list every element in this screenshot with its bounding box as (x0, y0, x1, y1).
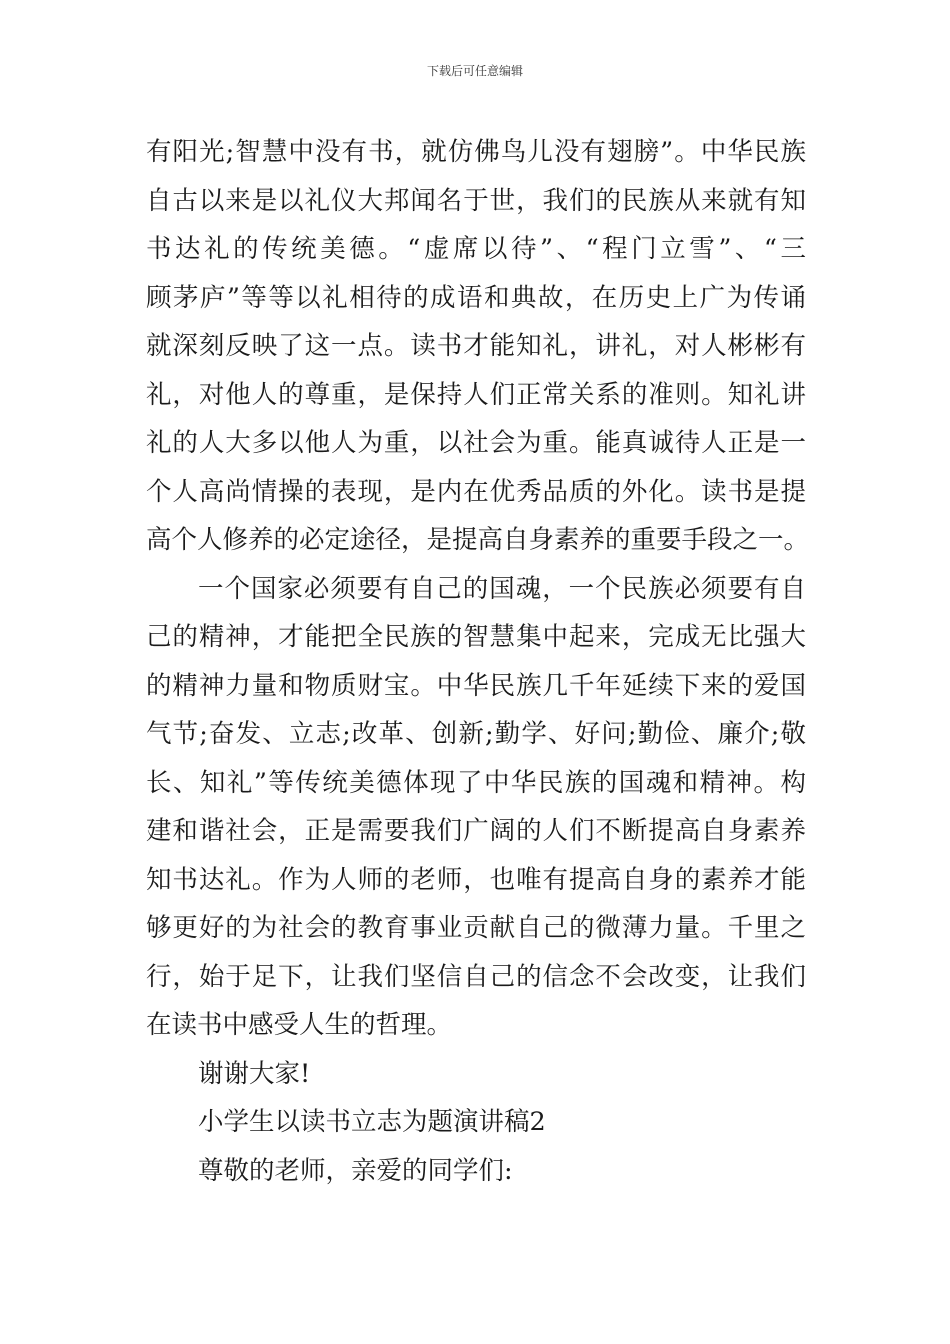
paragraph-line: 书达礼的传统美德。“虚席以待”、“程门立雪”、“三 (146, 234, 806, 264)
paragraph-line: 己的精神，才能把全民族的智慧集中起来，完成无比强大 (146, 622, 806, 652)
paragraph-line: 自古以来是以礼仪大邦闻名于世，我们的民族从来就有知 (146, 185, 806, 216)
paragraph-line: 知书达礼。作为人师的老师，也唯有提高自身的素养才能 (146, 864, 806, 895)
closing-thanks: 谢谢大家! (198, 1058, 311, 1089)
page-header: 下载后可任意编辑 (426, 64, 523, 78)
paragraph-line: 气节;奋发、立志;改革、创新;勤学、好问;勤俭、廉介;敬 (146, 719, 806, 749)
speech-title: 小学生以读书立志为题演讲稿2 (198, 1107, 546, 1137)
paragraph-line: 礼，对他人的尊重，是保持人们正常关系的准则。知礼讲 (146, 379, 806, 410)
paragraph-line: 建和谐社会，正是需要我们广阔的人们不断提高自身素养 (146, 816, 806, 846)
salutation: 尊敬的老师，亲爱的同学们: (198, 1155, 513, 1186)
paragraph-line: 个人高尚情操的表现，是内在优秀品质的外化。读书是提 (146, 476, 806, 507)
paragraph-line: 有阳光;智慧中没有书，就仿佛鸟儿没有翅膀”。中华民族 (146, 137, 806, 167)
paragraph-first-line: 一个国家必须要有自己的国魂，一个民族必须要有自 (198, 573, 806, 604)
paragraph-last-line: 在读书中感受人生的哲理。 (146, 1010, 453, 1040)
paragraph-line: 高个人修养的必定途径，是提高自身素养的重要手段之一。 (146, 525, 810, 555)
paragraph-line: 礼的人大多以他人为重，以社会为重。能真诚待人正是一 (146, 428, 806, 458)
paragraph-line: 长、知礼”等传统美德体现了中华民族的国魂和精神。构 (146, 767, 806, 798)
paragraph-line: 够更好的为社会的教育事业贡献自己的微薄力量。千里之 (146, 913, 806, 943)
paragraph-line: 就深刻反映了这一点。读书才能知礼，讲礼，对人彬彬有 (146, 331, 806, 361)
paragraph-line: 的精神力量和物质财宝。中华民族几千年延续下来的爱国 (146, 670, 806, 701)
paragraph-line: 行，始于足下，让我们坚信自己的信念不会改变，让我们 (146, 961, 806, 992)
paragraph-line: 顾茅庐”等等以礼相待的成语和典故，在历史上广为传诵 (146, 282, 806, 313)
document-body (146, 128, 810, 1195)
